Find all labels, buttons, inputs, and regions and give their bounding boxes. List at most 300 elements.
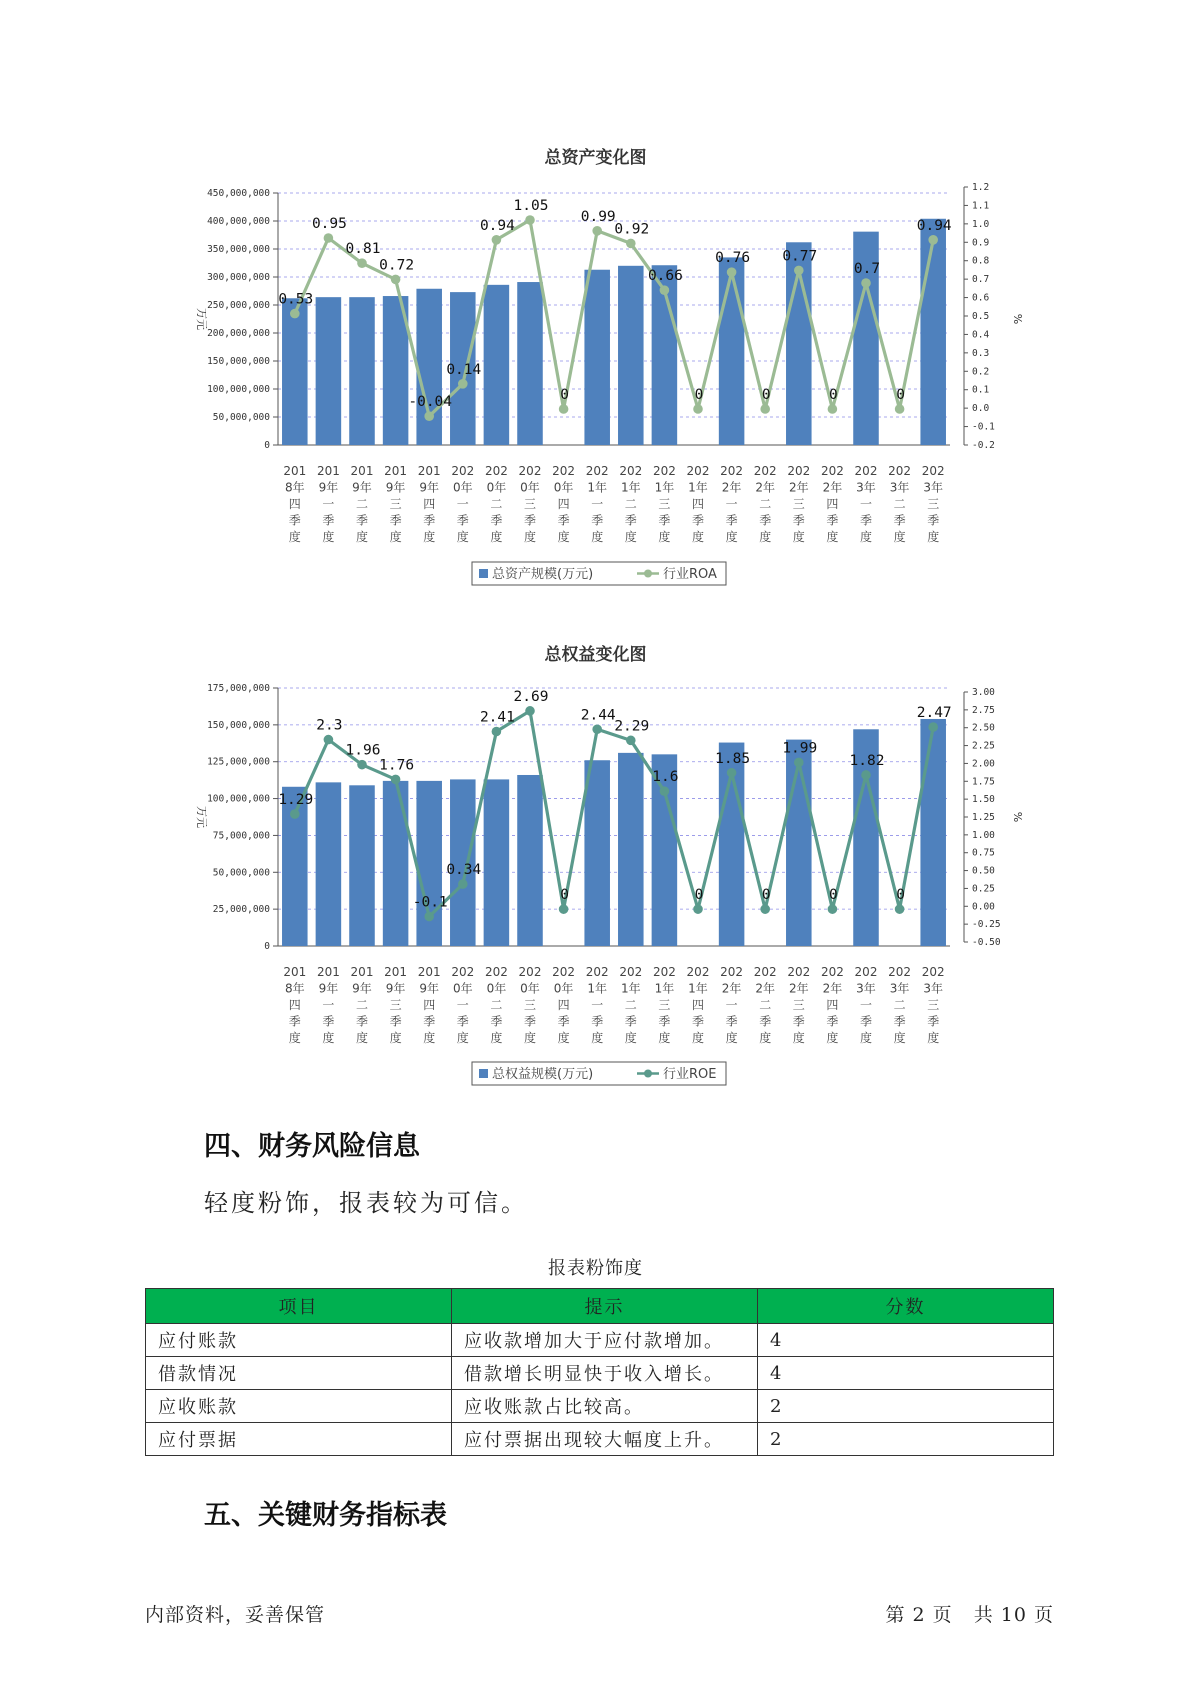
category-label: 0年 xyxy=(452,480,473,495)
data-label: 1.76 xyxy=(379,757,415,774)
data-label: 0.14 xyxy=(446,361,482,378)
category-label: 202 xyxy=(720,965,744,979)
category-label: 202 xyxy=(619,965,643,979)
left-tick-label: 150,000,000 xyxy=(207,719,270,731)
category-label: 度 xyxy=(624,530,637,544)
category-label: 201 xyxy=(283,464,307,478)
category-label: 二 xyxy=(893,497,906,511)
category-label: 度 xyxy=(792,1031,805,1045)
line-point xyxy=(693,404,703,414)
data-label: 0.95 xyxy=(311,216,347,232)
right-tick-label: 1.50 xyxy=(972,794,995,806)
risk-summary: 轻度粉饰，报表较为可信。 xyxy=(204,1189,528,1217)
category-label: 季 xyxy=(893,1014,906,1029)
bar xyxy=(920,719,946,946)
category-label: 季 xyxy=(658,1014,671,1029)
category-label: 2年 xyxy=(788,981,809,996)
category-label: 度 xyxy=(288,1031,301,1045)
category-label: 202 xyxy=(652,965,676,979)
data-label: 0.7 xyxy=(853,261,881,277)
right-tick-label: -0.50 xyxy=(972,937,1001,948)
table-row xyxy=(146,1357,1054,1390)
whitewash-table xyxy=(145,1288,1054,1456)
category-label: 201 xyxy=(350,965,374,979)
category-label: 度 xyxy=(523,530,537,544)
left-tick-label: 250,000,000 xyxy=(207,300,270,311)
category-label: 度 xyxy=(759,530,772,544)
data-label: 0.66 xyxy=(647,268,683,285)
category-label: 二 xyxy=(490,497,503,511)
data-label: 0.77 xyxy=(782,248,818,265)
line-point xyxy=(760,904,770,914)
right-tick-label: 3.00 xyxy=(972,687,995,698)
category-label: 0年 xyxy=(486,480,507,495)
category-label: 一 xyxy=(591,998,604,1012)
category-label: 202 xyxy=(518,965,542,979)
category-label: 三 xyxy=(927,497,940,511)
category-label: 季 xyxy=(893,513,906,528)
category-label: 季 xyxy=(423,1014,436,1029)
line-point xyxy=(492,235,502,245)
category-label: 度 xyxy=(725,530,738,544)
category-label: 二 xyxy=(624,998,637,1012)
category-label: 度 xyxy=(557,530,570,544)
category-label: 四 xyxy=(691,497,705,511)
category-label: 一 xyxy=(859,998,873,1012)
data-label: 0 xyxy=(560,887,569,904)
right-tick-label: -0.2 xyxy=(972,440,995,451)
category-label: 度 xyxy=(322,1031,335,1045)
data-label: 0 xyxy=(694,387,704,403)
data-label: 1.82 xyxy=(849,752,885,769)
cell-hint: 应付票据出现较大幅度上升。 xyxy=(452,1423,758,1456)
category-label: 201 xyxy=(350,464,374,478)
right-tick-label: 0.3 xyxy=(972,347,990,359)
bar xyxy=(719,257,745,445)
category-label: 二 xyxy=(355,998,369,1012)
left-tick-label: 75,000,000 xyxy=(212,830,270,842)
category-label: 201 xyxy=(384,965,408,979)
category-label: 9年 xyxy=(318,981,339,996)
category-label: 三 xyxy=(658,497,671,511)
legend-bar-label: 总资产规模(万元) xyxy=(492,567,594,582)
bar xyxy=(484,779,510,946)
right-tick-label: 1.2 xyxy=(972,182,990,193)
category-label: 202 xyxy=(921,464,945,478)
category-label: 度 xyxy=(557,1031,570,1045)
category-label: 四 xyxy=(288,998,301,1012)
category-label: 度 xyxy=(759,1031,772,1045)
category-label: 202 xyxy=(585,965,609,979)
category-label: 1年 xyxy=(654,981,675,996)
category-label: 1年 xyxy=(688,981,708,996)
category-label: 度 xyxy=(490,530,503,544)
line-point xyxy=(861,278,871,288)
data-label: 0.81 xyxy=(345,241,381,258)
cell-hint: 借款增长明显快于收入增长。 xyxy=(452,1357,758,1390)
data-label: 0 xyxy=(829,387,838,403)
category-label: 0年 xyxy=(520,981,540,996)
bar xyxy=(618,266,644,445)
category-label: 季 xyxy=(591,513,604,528)
category-label: 度 xyxy=(859,1031,873,1045)
cell-item: 应付票据 xyxy=(146,1423,452,1456)
right-tick-label: 0.50 xyxy=(972,865,995,877)
line-point xyxy=(760,404,770,414)
category-label: 3年 xyxy=(923,480,944,495)
bar xyxy=(920,219,946,445)
left-tick-label: 200,000,000 xyxy=(207,328,270,339)
right-tick-label: 1.25 xyxy=(972,812,995,823)
legend-bar-swatch xyxy=(479,1069,488,1078)
data-label: 1.29 xyxy=(278,792,314,809)
category-label: 四 xyxy=(557,998,570,1012)
category-label: 季 xyxy=(389,1014,402,1029)
left-tick-label: 0 xyxy=(264,941,270,952)
bar xyxy=(584,270,610,445)
data-label: 0 xyxy=(560,387,569,403)
category-label: 季 xyxy=(927,513,940,528)
category-label: 201 xyxy=(417,464,441,478)
category-label: 三 xyxy=(523,497,537,511)
line-point xyxy=(391,775,401,785)
category-label: 202 xyxy=(686,965,710,979)
line-point xyxy=(794,758,804,768)
data-label: 2.29 xyxy=(614,718,650,735)
category-label: 202 xyxy=(552,965,576,979)
bar xyxy=(383,781,409,946)
bar xyxy=(416,289,442,445)
category-label: 四 xyxy=(557,497,570,511)
data-label: 0 xyxy=(896,887,905,904)
right-tick-label: 0.9 xyxy=(972,237,990,249)
table-caption: 报表粉饰度 xyxy=(548,1258,643,1279)
category-label: 202 xyxy=(820,464,844,478)
category-label: 季 xyxy=(456,1014,469,1029)
category-label: 度 xyxy=(658,1031,671,1045)
data-label: 1.96 xyxy=(345,742,381,759)
category-label: 202 xyxy=(854,965,878,979)
category-label: 0年 xyxy=(452,981,473,996)
category-label: 度 xyxy=(792,530,805,544)
col-header-score: 分数 xyxy=(758,1289,1054,1324)
line-point xyxy=(626,736,636,746)
category-label: 二 xyxy=(893,998,906,1012)
data-label: 0.94 xyxy=(916,217,952,234)
category-label: 2年 xyxy=(721,981,742,996)
category-label: 季 xyxy=(490,513,503,528)
legend-line-marker xyxy=(644,1070,652,1078)
category-label: 季 xyxy=(759,1014,772,1029)
data-label: 0 xyxy=(761,887,771,904)
category-label: 8年 xyxy=(284,981,305,996)
category-label: 三 xyxy=(389,998,402,1012)
category-label: 一 xyxy=(322,497,335,511)
category-label: 1年 xyxy=(587,981,608,996)
category-label: 3年 xyxy=(889,981,910,996)
category-label: 202 xyxy=(686,464,710,478)
bar xyxy=(349,785,375,946)
category-label: 二 xyxy=(355,497,369,511)
line-point xyxy=(525,215,535,225)
section-4-heading: 四、财务风险信息 xyxy=(204,1131,420,1162)
category-label: 度 xyxy=(591,530,604,544)
right-tick-label: 0.0 xyxy=(972,403,990,415)
right-tick-label: -0.25 xyxy=(972,919,1001,931)
category-label: 二 xyxy=(624,497,637,511)
data-label: 0 xyxy=(896,387,905,403)
data-label: 2.47 xyxy=(916,705,952,722)
data-label: 0.92 xyxy=(614,221,650,238)
category-label: 202 xyxy=(619,464,643,478)
category-label: 季 xyxy=(826,513,839,528)
category-label: 度 xyxy=(456,530,469,544)
line-point xyxy=(861,770,871,780)
line-point xyxy=(357,760,367,770)
category-label: 201 xyxy=(316,464,340,478)
category-label: 9年 xyxy=(352,480,372,495)
category-label: 度 xyxy=(893,1031,906,1045)
line-point xyxy=(660,285,670,295)
category-label: 3年 xyxy=(856,981,876,996)
category-label: 季 xyxy=(322,1014,335,1029)
data-label: 2.44 xyxy=(580,707,616,724)
category-label: 201 xyxy=(417,965,441,979)
category-label: 季 xyxy=(826,1014,839,1029)
category-label: 季 xyxy=(725,1014,738,1029)
bar xyxy=(349,297,375,445)
line-point xyxy=(357,258,367,268)
right-tick-label: 1.00 xyxy=(972,829,995,841)
line-point xyxy=(424,912,434,922)
right-tick-label: 2.50 xyxy=(972,722,995,734)
data-label: 2.41 xyxy=(479,709,515,726)
line-point xyxy=(525,706,535,716)
category-label: 季 xyxy=(288,513,301,528)
chart-title-equity: 总权益变化图 xyxy=(544,645,647,665)
category-label: 202 xyxy=(720,464,744,478)
data-label: 2.3 xyxy=(316,717,343,734)
category-label: 202 xyxy=(652,464,676,478)
category-label: 一 xyxy=(322,998,335,1012)
footer-confidential: 内部资料，妥善保管 xyxy=(145,1604,326,1626)
data-label: 0 xyxy=(694,887,704,904)
category-label: 1年 xyxy=(688,480,708,495)
category-label: 三 xyxy=(389,497,402,511)
left-tick-label: 100,000,000 xyxy=(207,384,270,395)
category-label: 2年 xyxy=(822,480,843,495)
right-tick-label: 0.8 xyxy=(972,255,990,267)
right-tick-label: 2.25 xyxy=(972,740,995,752)
category-label: 季 xyxy=(557,1014,570,1029)
line-point xyxy=(391,275,401,285)
category-label: 度 xyxy=(423,530,436,544)
category-label: 202 xyxy=(888,464,912,478)
bar xyxy=(282,298,308,445)
category-label: 季 xyxy=(322,513,335,528)
section-5-heading: 五、关键财务指标表 xyxy=(204,1500,447,1531)
left-tick-label: 300,000,000 xyxy=(207,272,270,283)
bar xyxy=(584,760,610,946)
category-label: 季 xyxy=(355,513,369,528)
category-label: 一 xyxy=(725,998,738,1012)
line-point xyxy=(424,411,434,421)
left-tick-label: 100,000,000 xyxy=(207,793,270,805)
right-tick-label: 2.00 xyxy=(972,758,995,770)
category-label: 季 xyxy=(523,513,537,528)
line-point xyxy=(895,904,905,914)
line-point xyxy=(895,404,905,414)
category-label: 季 xyxy=(691,513,705,528)
category-label: 9年 xyxy=(352,981,372,996)
line-point xyxy=(592,724,602,734)
right-tick-label: 0.00 xyxy=(972,901,995,913)
table-row xyxy=(146,1390,1054,1423)
category-label: 度 xyxy=(288,530,301,544)
line-point xyxy=(592,226,602,236)
category-label: 202 xyxy=(451,965,475,979)
line-point xyxy=(492,727,502,737)
category-label: 一 xyxy=(591,497,604,511)
cell-item: 借款情况 xyxy=(146,1357,452,1390)
left-tick-label: 0 xyxy=(264,440,270,451)
legend-bar-label: 总权益规模(万元) xyxy=(492,1067,594,1082)
category-label: 度 xyxy=(523,1031,537,1045)
data-label: 0.34 xyxy=(446,862,482,879)
category-label: 度 xyxy=(859,530,873,544)
category-label: 四 xyxy=(691,998,705,1012)
right-tick-label: -0.1 xyxy=(972,421,995,433)
col-header-item: 项目 xyxy=(146,1289,452,1324)
footer-page-number: 第 2 页 共 10 页 xyxy=(885,1604,1054,1626)
category-label: 202 xyxy=(585,464,609,478)
cell-item: 应付账款 xyxy=(146,1324,452,1357)
category-label: 202 xyxy=(518,464,542,478)
cell-hint: 应收款增加大于应付款增加。 xyxy=(452,1324,758,1357)
category-label: 201 xyxy=(316,965,340,979)
category-label: 季 xyxy=(423,513,436,528)
data-label: 1.85 xyxy=(715,750,751,767)
line-point xyxy=(559,904,569,914)
data-label: 0.99 xyxy=(580,208,616,225)
bar xyxy=(517,775,543,946)
data-label: 1.99 xyxy=(782,740,818,757)
category-label: 度 xyxy=(389,530,402,544)
category-label: 2年 xyxy=(822,981,843,996)
category-label: 度 xyxy=(826,1031,839,1045)
table-header-row xyxy=(146,1289,1054,1324)
category-label: 度 xyxy=(691,530,705,544)
data-label: 0.94 xyxy=(479,217,515,234)
category-label: 202 xyxy=(787,464,811,478)
category-label: 2年 xyxy=(788,480,809,495)
bar xyxy=(484,285,510,445)
left-tick-label: 25,000,000 xyxy=(212,904,270,916)
category-label: 季 xyxy=(725,513,738,528)
line-point xyxy=(828,904,838,914)
category-label: 季 xyxy=(759,513,772,528)
category-label: 四 xyxy=(826,497,839,511)
category-label: 0年 xyxy=(553,981,574,996)
category-label: 度 xyxy=(490,1031,503,1045)
data-label: 0.53 xyxy=(278,291,314,308)
category-label: 季 xyxy=(859,513,873,528)
right-tick-label: 0.25 xyxy=(972,883,995,895)
line-point xyxy=(727,267,737,277)
category-label: 季 xyxy=(456,513,469,528)
category-label: 四 xyxy=(826,998,839,1012)
line-point xyxy=(290,809,300,819)
category-label: 9年 xyxy=(419,480,440,495)
right-tick-label: 1.1 xyxy=(972,200,990,212)
chart-title-assets: 总资产变化图 xyxy=(544,148,647,168)
line-point xyxy=(324,233,334,243)
category-label: 1年 xyxy=(620,480,641,495)
line-point xyxy=(458,879,468,889)
table-row xyxy=(146,1423,1054,1456)
category-label: 202 xyxy=(753,965,777,979)
right-tick-label: 0.4 xyxy=(972,329,990,341)
legend-bar-swatch xyxy=(479,569,488,578)
category-label: 季 xyxy=(927,1014,940,1029)
bar xyxy=(786,740,812,946)
line-point xyxy=(693,904,703,914)
table-row xyxy=(146,1324,1054,1357)
category-label: 1年 xyxy=(587,480,608,495)
line-point xyxy=(928,722,938,732)
category-label: 一 xyxy=(456,497,469,511)
cell-score: 2 xyxy=(758,1390,1054,1423)
cell-score: 4 xyxy=(758,1357,1054,1390)
category-label: 度 xyxy=(927,1031,940,1045)
data-label: 0.76 xyxy=(715,250,751,267)
line-point xyxy=(660,786,670,796)
category-label: 度 xyxy=(658,530,671,544)
category-label: 季 xyxy=(591,1014,604,1029)
category-label: 0年 xyxy=(520,480,540,495)
category-label: 季 xyxy=(792,1014,805,1029)
category-label: 季 xyxy=(389,513,402,528)
category-label: 度 xyxy=(826,530,839,544)
left-tick-label: 125,000,000 xyxy=(207,756,270,768)
data-label: 0 xyxy=(761,387,771,403)
category-label: 度 xyxy=(389,1031,402,1045)
category-label: 202 xyxy=(484,965,508,979)
category-label: 度 xyxy=(355,530,369,544)
category-label: 度 xyxy=(423,1031,436,1045)
right-tick-label: 0.2 xyxy=(972,366,990,378)
right-tick-label: 1.0 xyxy=(972,218,990,230)
category-label: 二 xyxy=(759,497,772,511)
category-label: 度 xyxy=(725,1031,738,1045)
category-label: 2年 xyxy=(755,480,776,495)
category-label: 度 xyxy=(456,1031,469,1045)
left-tick-label: 400,000,000 xyxy=(207,216,270,227)
category-label: 9年 xyxy=(385,981,406,996)
category-label: 202 xyxy=(888,965,912,979)
category-label: 季 xyxy=(859,1014,873,1029)
data-label: 1.05 xyxy=(513,198,549,214)
category-label: 一 xyxy=(859,497,873,511)
category-label: 202 xyxy=(820,965,844,979)
category-label: 度 xyxy=(355,1031,369,1045)
category-label: 202 xyxy=(451,464,475,478)
category-label: 2年 xyxy=(721,480,742,495)
category-label: 季 xyxy=(792,513,805,528)
col-header-hint: 提示 xyxy=(452,1289,758,1324)
bar xyxy=(618,753,644,946)
line-point xyxy=(559,404,569,414)
